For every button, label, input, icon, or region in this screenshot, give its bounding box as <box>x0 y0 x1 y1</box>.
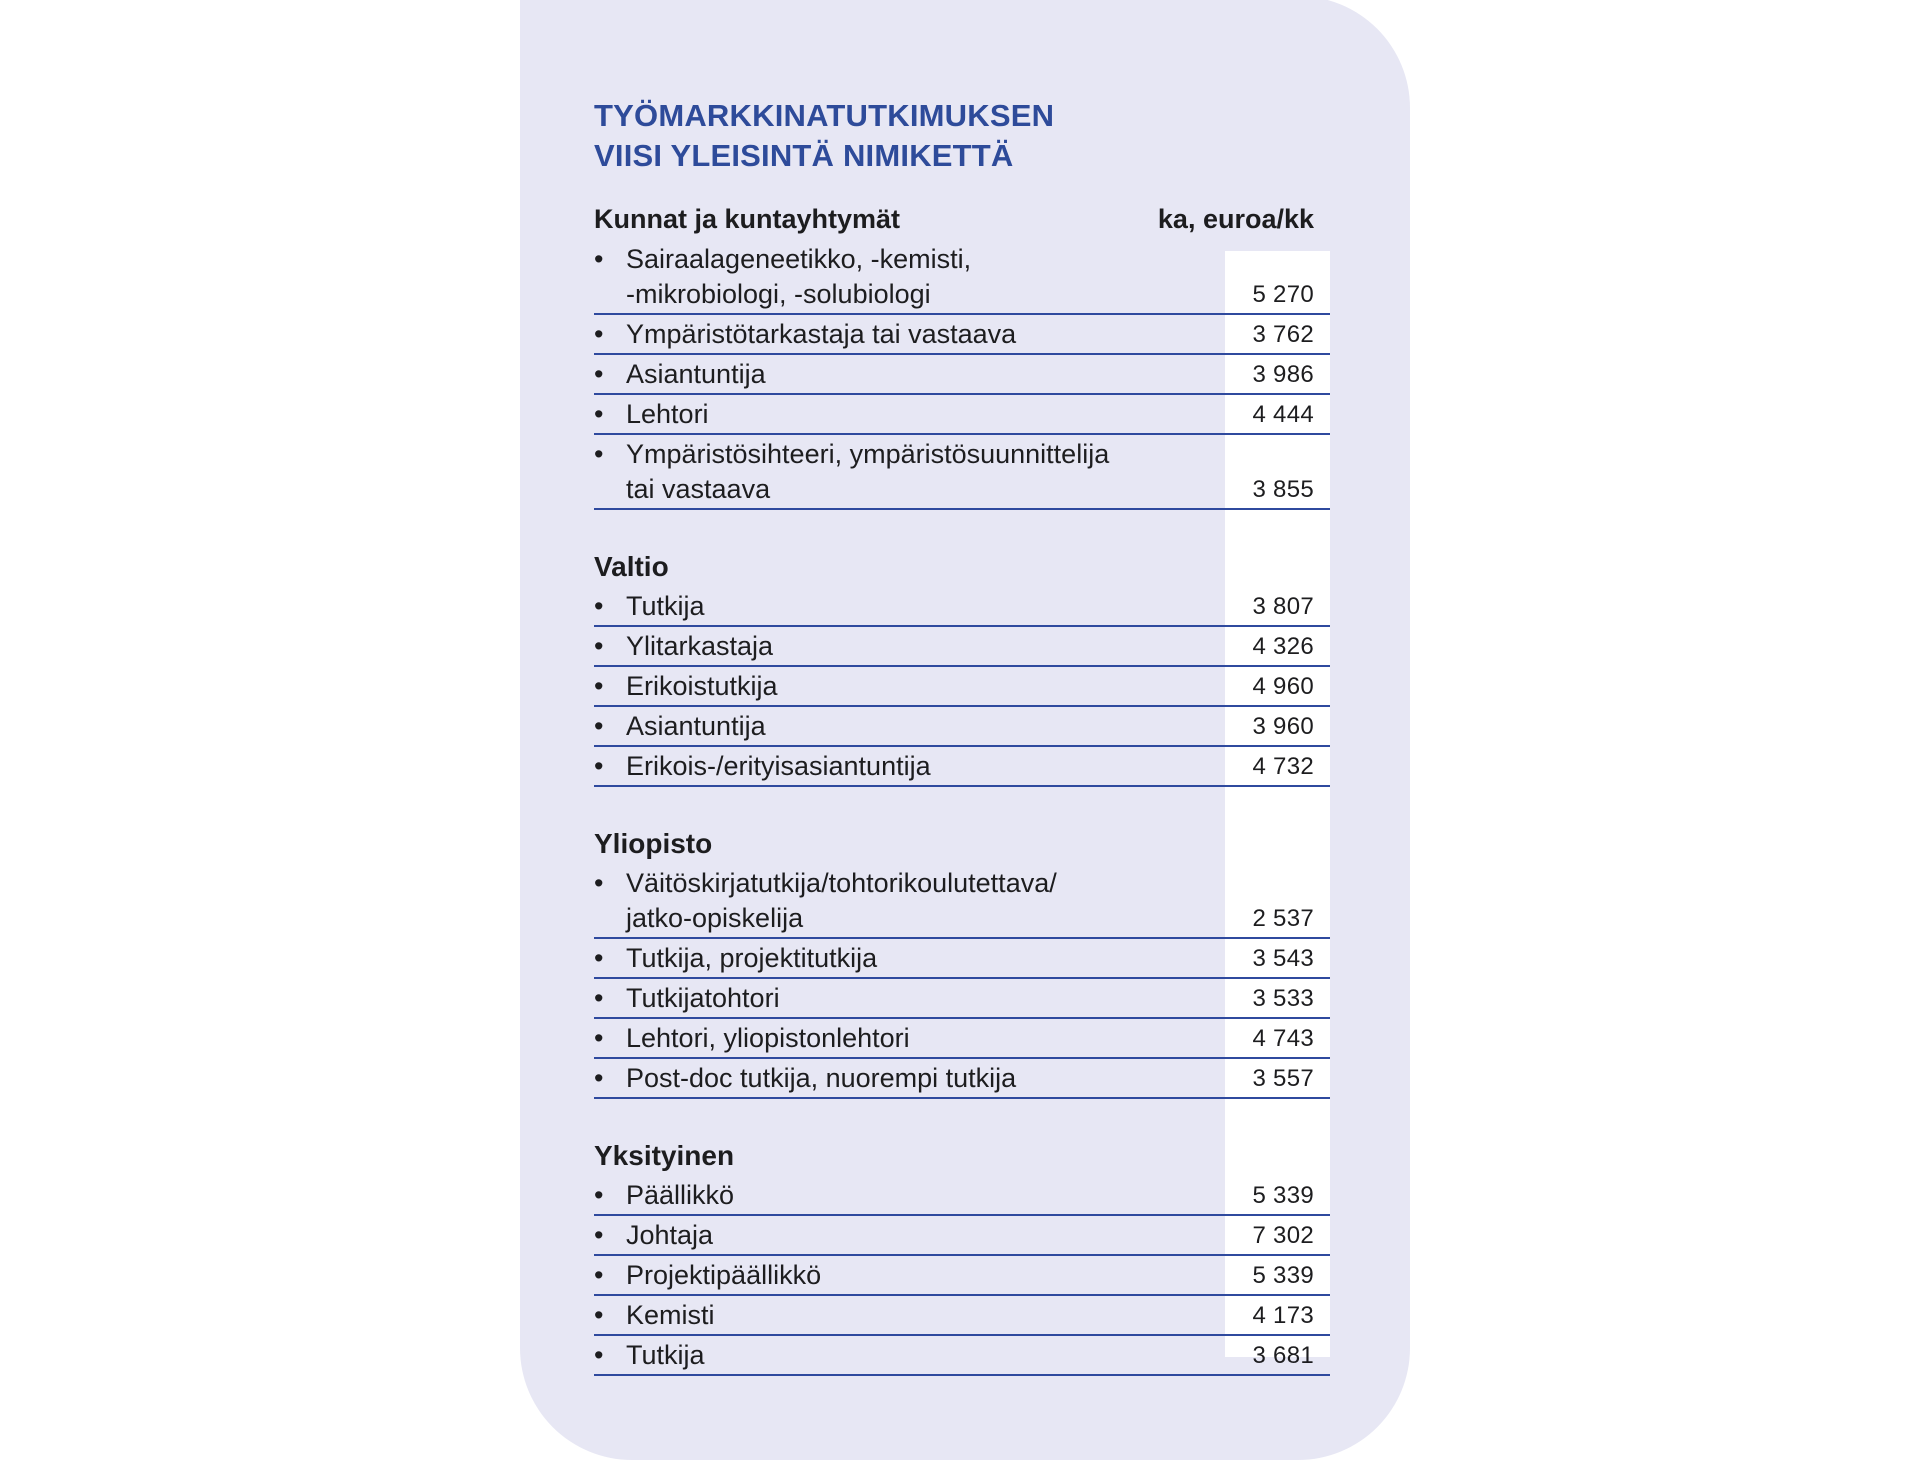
salary-value: 3 986 <box>1252 361 1314 388</box>
bullet: • <box>594 711 604 741</box>
table-row <box>594 864 1330 939</box>
section <box>594 824 1330 1099</box>
job-title <box>626 1178 1186 1213</box>
bullet: • <box>594 591 604 621</box>
job-title-line-2: -mikrobiologi, -solubiologi <box>626 279 931 309</box>
salary-value: 3 960 <box>1252 713 1314 740</box>
table-row <box>594 395 1330 435</box>
table-row <box>594 1176 1330 1216</box>
table-row <box>594 435 1330 510</box>
job-title <box>626 669 1186 704</box>
bullet: • <box>594 1300 604 1330</box>
job-title-line-1: Tutkija <box>626 591 705 621</box>
table-row <box>594 1256 1330 1296</box>
job-title-line-1: Tutkija, projektitutkija <box>626 943 878 973</box>
section <box>594 240 1330 510</box>
bullet: • <box>594 1063 604 1093</box>
job-title-line-1: Erikoistutkija <box>626 671 778 701</box>
job-title-line-1: Päällikkö <box>626 1180 735 1210</box>
section-title: Yliopisto <box>594 828 713 859</box>
table-row <box>594 627 1330 667</box>
job-title <box>626 941 1186 976</box>
job-title <box>626 242 1186 312</box>
job-title <box>626 629 1186 664</box>
job-title-line-1: Väitöskirjatutkija/tohtorikoulutettava/ <box>626 868 1057 898</box>
bullet: • <box>594 751 604 781</box>
salary-value: 4 173 <box>1252 1302 1314 1329</box>
job-title <box>626 589 1186 624</box>
card-title <box>594 96 1294 176</box>
job-title-line-1: Projektipäällikkö <box>626 1260 822 1290</box>
salary-value: 7 302 <box>1252 1222 1314 1249</box>
job-title <box>626 397 1186 432</box>
job-title-line-1: Tutkijatohtori <box>626 983 780 1013</box>
table-row <box>594 1019 1330 1059</box>
salary-value: 3 681 <box>1252 1342 1314 1369</box>
job-title-line-1: Johtaja <box>626 1220 714 1250</box>
job-title <box>626 866 1186 936</box>
section <box>594 547 1330 787</box>
bullet: • <box>594 244 604 274</box>
bullet: • <box>594 1340 604 1370</box>
job-title <box>626 437 1186 507</box>
salary-value: 2 537 <box>1252 905 1314 932</box>
salary-value: 5 339 <box>1252 1262 1314 1289</box>
table-header <box>594 200 1330 240</box>
bullet: • <box>594 1260 604 1290</box>
bullet: • <box>594 359 604 389</box>
salary-value: 5 270 <box>1252 281 1314 308</box>
bullet: • <box>594 399 604 429</box>
section-title: Valtio <box>594 551 669 582</box>
job-title <box>626 357 1186 392</box>
bullet: • <box>594 439 604 469</box>
job-title-line-1: Asiantuntija <box>626 711 766 741</box>
job-title-line-1: Post-doc tutkija, nuorempi tutkija <box>626 1063 1017 1093</box>
table-row <box>594 1059 1330 1099</box>
job-title <box>626 1338 1186 1373</box>
job-title-line-1: Ylitarkastaja <box>626 631 774 661</box>
salary-value: 5 339 <box>1252 1182 1314 1209</box>
table-row <box>594 355 1330 395</box>
salary-value: 3 762 <box>1252 321 1314 348</box>
bullet: • <box>594 1180 604 1210</box>
bullet: • <box>594 1220 604 1250</box>
job-title <box>626 317 1186 352</box>
salary-value: 3 557 <box>1252 1065 1314 1092</box>
table-row <box>594 587 1330 627</box>
table-row <box>594 1216 1330 1256</box>
salary-value: 4 732 <box>1252 753 1314 780</box>
salary-table <box>594 200 1330 1376</box>
bullet: • <box>594 319 604 349</box>
salary-value: 3 533 <box>1252 985 1314 1012</box>
job-title-line-1: Asiantuntija <box>626 359 766 389</box>
card-title-line-1: TYÖMARKKINATUTKIMUKSEN <box>594 98 1055 133</box>
table-row <box>594 315 1330 355</box>
table-row <box>594 939 1330 979</box>
card-title-line-2: VIISI YLEISINTÄ NIMIKETTÄ <box>594 138 1014 173</box>
job-title-line-1: Ympäristösihteeri, ympäristösuunnittelija <box>626 439 1110 469</box>
table-row <box>594 240 1330 315</box>
job-title-line-1: Sairaalageneetikko, -kemisti, <box>626 244 972 274</box>
job-title-line-2: tai vastaava <box>626 474 771 504</box>
table-row <box>594 707 1330 747</box>
job-title-line-1: Lehtori <box>626 399 709 429</box>
job-title <box>626 1061 1186 1096</box>
salary-value: 4 326 <box>1252 633 1314 660</box>
job-title <box>626 1258 1186 1293</box>
section-header-municipalities: Kunnat ja kuntayhtymät <box>594 204 901 234</box>
table-row <box>594 1336 1330 1376</box>
bullet: • <box>594 631 604 661</box>
table-row <box>594 979 1330 1019</box>
job-title-line-1: Lehtori, yliopistonlehtori <box>626 1023 910 1053</box>
job-title-line-1: Kemisti <box>626 1300 715 1330</box>
job-title <box>626 709 1186 744</box>
job-title <box>626 1218 1186 1253</box>
salary-value: 4 743 <box>1252 1025 1314 1052</box>
bullet: • <box>594 671 604 701</box>
bullet: • <box>594 868 604 898</box>
bullet: • <box>594 1023 604 1053</box>
salary-value: 4 960 <box>1252 673 1314 700</box>
table-row <box>594 1296 1330 1336</box>
table-row <box>594 667 1330 707</box>
value-column-header: ka, euroa/kk <box>1157 204 1314 234</box>
job-title-line-1: Erikois-/erityisasiantuntija <box>626 751 931 781</box>
job-title <box>626 749 1186 784</box>
section-title: Yksityinen <box>594 1140 735 1171</box>
salary-value: 3 855 <box>1252 476 1314 503</box>
table-row <box>594 747 1330 787</box>
job-title <box>626 1298 1186 1333</box>
job-title-line-1: Ympäristötarkastaja tai vastaava <box>626 319 1017 349</box>
bullet: • <box>594 983 604 1013</box>
job-title-line-2: jatko-opiskelija <box>626 903 804 933</box>
job-title <box>626 1021 1186 1056</box>
salary-value: 3 807 <box>1252 593 1314 620</box>
job-title <box>626 981 1186 1016</box>
job-title-line-1: Tutkija <box>626 1340 705 1370</box>
section <box>594 1136 1330 1376</box>
salary-value: 4 444 <box>1252 401 1314 428</box>
salary-value: 3 543 <box>1252 945 1314 972</box>
bullet: • <box>594 943 604 973</box>
